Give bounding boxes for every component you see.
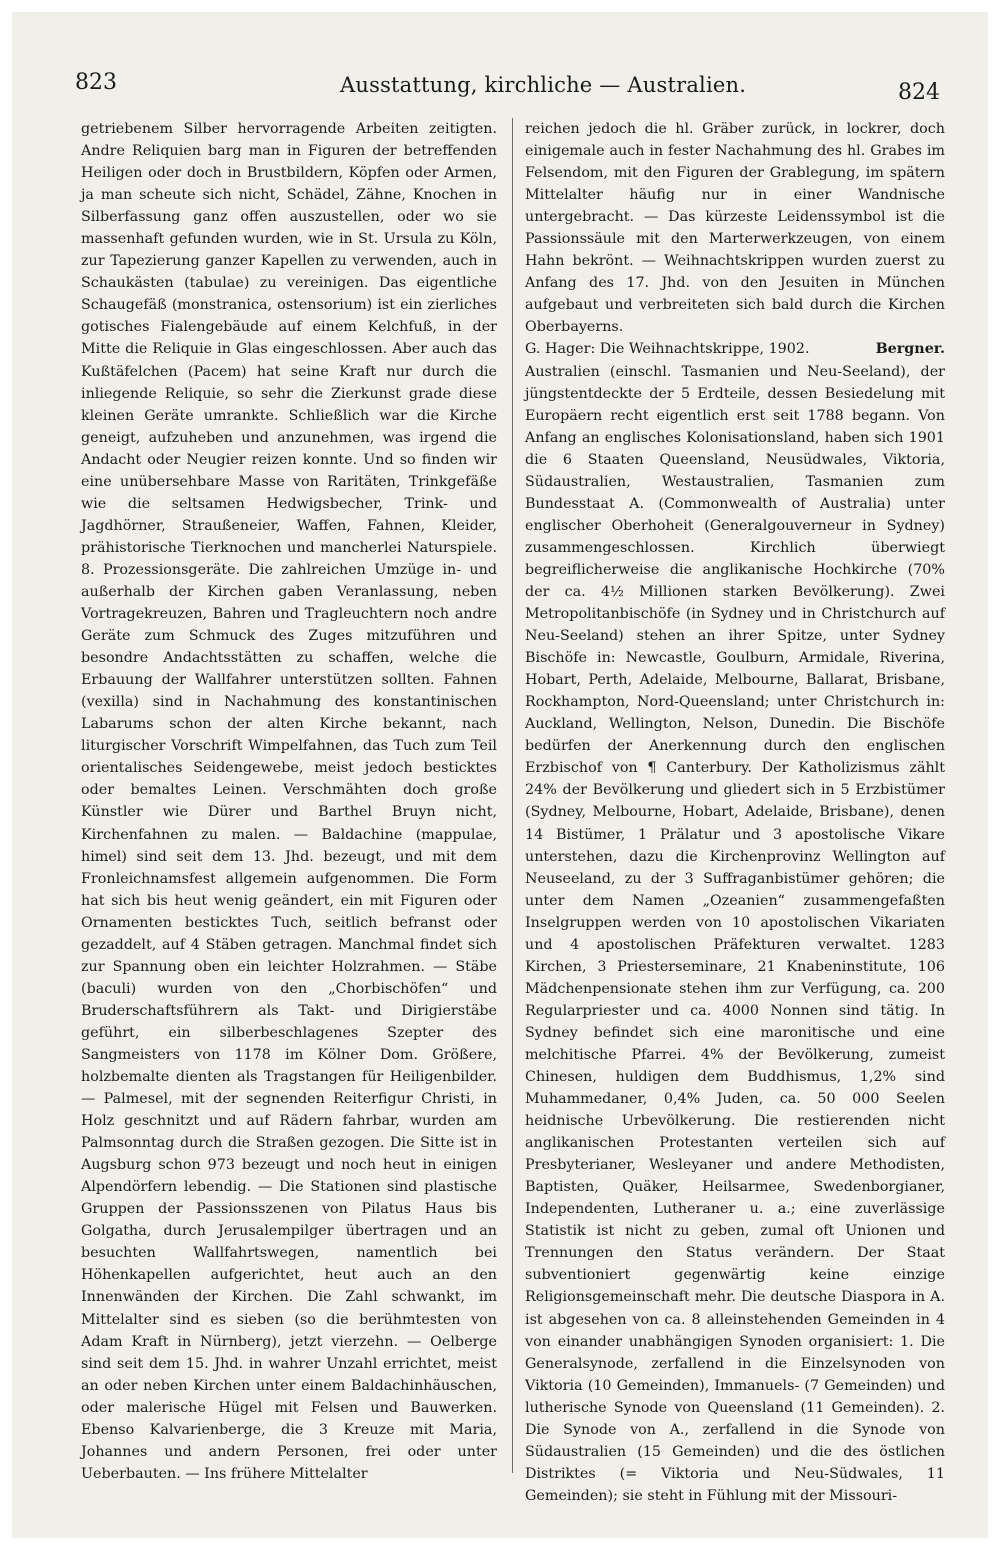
right-column <box>525 118 945 1507</box>
reference-text: G. Hager: Die Weihnachtskrippe, 1902. <box>525 341 810 358</box>
running-head: Ausstattung, kirchliche — Australien. <box>340 73 747 97</box>
left-column <box>81 118 497 1485</box>
page-number-left: 823 <box>75 70 117 95</box>
left-column-text: getriebenem Silber hervorragende Arbeiten zeitigten. Andre Reliquien barg man in Figuren der betreffenden Heiligen oder doch in Brustbildern, Köpfen oder Armen, ja man scheute sich nicht, Schädel, Zähne, Knochen in Silberfassung ganz offen auszustellen, oder wo sie massenhaft gefunden wurden, wie in St. Ursula zu Köln, zur Tapezierung ganzer Kapellen zu verwenden, auch in Schaukästen (tabulae) zu vereinigen. Das eigentliche Schaugefäß (monstranica, ostensorium) ist ein zierliches gotisches Fialengebäude auf einem Kelchfuß, in der Mitte die Reliquie in Glas eingeschlossen. Aber auch das Kußtäfelchen (Pacem) hat seine Kraft nur durch die inliegende Reliquie, so sehr die Zierkunst grade diese kleinen Geräte umrankte. Schließlich war die Kirche geneigt, aufzuheben und anzunehmen, was irgend die Andacht oder Neugier reizen konnte. Und so finden wir eine unübersehbare Masse von Raritäten, Trinkgefäße wie die seltsamen Hedwigsbecher, Trink- und Jagdhörner, Straußeneier, Waffen, Fahnen, Kleider, prähistorische Tierknochen und mancherlei Naturspiele. 8. Prozessionsgeräte. Die zahlreichen Umzüge in- und außerhalb der Kirchen gaben Veranlassung, neben Vortragekreuzen, Bahren und Tragleuchtern noch andre Geräte zum Schmuck des Zuges mitzuführen und besondre Andachtsstätten zu schaffen, welche die Erbauung der Wallfahrer unterstützen sollten. Fahnen (vexilla) sind in Nachahmung des konstantinischen Labarums schon der alten Kirche bekannt, nach liturgischer Vorschrift Wimpelfahnen, das Tuch zum Teil orientalisches Seidengewebe, meist jedoch besticktes oder bemaltes Leinen. Verschmähten doch große Künstler wie Dürer und Barthel Bruyn nicht, Kirchenfahnen zu malen. — Baldachine (mappulae, himel) sind seit dem 13. Jhd. bezeugt, und mit dem Fronleichnamsfest allgemein aufgenommen. Die Form hat sich bis heut wenig geändert, ein mit Figuren oder Ornamenten besticktes Tuch, seitlich befranst oder gezaddelt, auf 4 Stäben getragen. Manchmal findet sich zur Spannung oben ein leichter Holzrahmen. — Stäbe (baculi) wurden von den „Chorbischöfen“ und Bruderschaftsführern als Takt- und Dirigierstäbe geführt, ein silberbeschlagenes Szepter des Sangmeisters von 1178 im Kölner Dom. Größere, holzbemalte dienten als Tragstangen für Heiligenbilder. — Palmesel, mit der segnenden Reiterfigur Christi, in Holz geschnitzt und auf Rädern fahrbar, wurden am Palmsonntag durch die Straßen gezogen. Die Sitte ist in Augsburg schon 973 bezeugt und noch heut in einigen Alpendörfern lebendig. — Die Stationen sind plastische Gruppen der Passionsszenen von Pilatus Haus bis Golgatha, durch Jerusalempilger übertragen und an besuchten Wallfahrtswegen, namentlich bei Höhenkapellen aufgerichtet, heut auch an den Innenwänden der Kirchen. Die Zahl schwankt, im Mittelalter sind es sieben (so die berühmtesten von Adam Kraft in Nürnberg), jetzt vierzehn. — Oelberge sind seit dem 15. Jhd. in wahrer Unzahl errichtet, meist an oder neben Kirchen unter einem Baldachinhäuschen, oder malerische Hügel mit Felsen und Bauwerken. Ebenso Kalvarienberge, die 3 Kreuze mit Maria, Johannes und andern Personen, frei oder unter Ueberbauten. — Ins frühere Mittelalter <box>81 121 497 1482</box>
right-column-text-2: Australien (einschl. Tasmanien und Neu-Seeland), der jüngstentdeckte der 5 Erdteile, dessen Besiedelung mit Europäern recht eigentlich erst seit 1788 begann. Von Anfang an englisches Kolonisationsland, haben sich 1901 die 6 Staaten Queensland, Neusüdwales, Viktoria, Südaustralien, Westaustralien, Tasmanien zum Bundesstaat A. (Commonwealth of Australia) unter englischer Oberhoheit (Generalgouverneur in Sydney) zusammengeschlossen. Kirchlich überwiegt begreiflicherweise die anglikanische Hochkirche (70% der ca. 4½ Millionen starken Bevölkerung). Zwei Metropolitanbischöfe (in Sydney und in Christchurch auf Neu-Seeland) stehen an ihrer Spitze, unter Sydney Bischöfe in: Newcastle, Goulburn, Armidale, Riverina, Hobart, Perth, Adelaide, Melbourne, Ballarat, Brisbane, Rockhampton, Nord-Queensland; unter Christchurch in: Auckland, Wellington, Nelson, Dunedin. Die Bischöfe bedürfen der Anerkennung durch den englischen Erzbischof von ¶ Canterbury. Der Katholizismus zählt 24% der Bevölkerung und gliedert sich in 5 Erzbistümer (Sydney, Melbourne, Hobart, Adelaide, Brisbane), denen 14 Bistümer, 1 Prälatur und 3 apostolische Vikare unterstehen, dazu die Kirchenprovinz Wellington auf Neuseeland, zu der 3 Suffraganbistümer gehören; die unter dem Namen „Ozeanien“ zusammengefaßten Inselgruppen werden von 10 apostolischen Vikariaten und 4 apostolischen Präfekturen verwaltet. 1283 Kirchen, 3 Priesterseminare, 21 Knabeninstitute, 106 Mädchenpensionate stehen ihm zur Verfügung, ca. 200 Regularpriester und ca. 4000 Nonnen sind tätig. In Sydney befindet sich eine maronitische und eine melchitische Pfarrei. 4% der Bevölkerung, zumeist Chinesen, huldigen dem Buddhismus, 1,2% sind Muhammedaner, 0,4% Juden, ca. 50 000 Seelen heidnische Urbevölkerung. Die restierenden nicht anglikanischen Protestanten verteilen sich auf Presbyterianer, Wesleyaner und andere Methodisten, Baptisten, Quäker, Heilsarmee, Swedenborgianer, Independenten, Lutheraner u. a.; eine zuverlässige Statistik ist nicht zu geben, zumal oft Unionen und Trennungen den Status verändern. Der Staat subventioniert gegenwärtig keine einzige Religionsgemeinschaft mehr. Die deutsche Diaspora in A. ist abgesehen von ca. 8 alleinstehenden Gemeinden in 4 von einander unabhängigen Synoden organisiert: 1. Die Generalsynode, zerfallend in die Einzelsynoden von Viktoria (10 Gemeinden), Immanuels- (7 Gemeinden) und lutherische Synode von Queensland (11 Gemeinden). 2. Die Synode von A., zerfallend in die Synode von Südaustralien (15 Gemeinden) und die des östlichen Distriktes (= Viktoria und Neu-Südwales, 11 Gemeinden); sie steht in Fühlung mit der Missouri- <box>525 363 945 1504</box>
column-divider <box>512 118 513 1473</box>
reference-line <box>525 338 945 360</box>
author-signature: Bergner. <box>875 341 945 358</box>
right-column-text-1: reichen jedoch die hl. Gräber zurück, in lockrer, doch einigemale auch in fester Nachahmung des hl. Grabes im Felsendom, mit den Figuren der Grablegung, im spätern Mittelalter häufig nur in einer Wandnische untergebracht. — Das kürzeste Leidenssymbol ist die Passionssäule mit den Marterwerkzeugen, von einem Hahn bekrönt. — Weihnachtskrippen wurden zuerst zu Anfang des 17. Jhd. von den Jesuiten in München aufgebaut und verbreiteten sich bald durch die Kirchen Oberbayerns. <box>525 121 945 336</box>
page-number-right: 824 <box>898 80 940 105</box>
